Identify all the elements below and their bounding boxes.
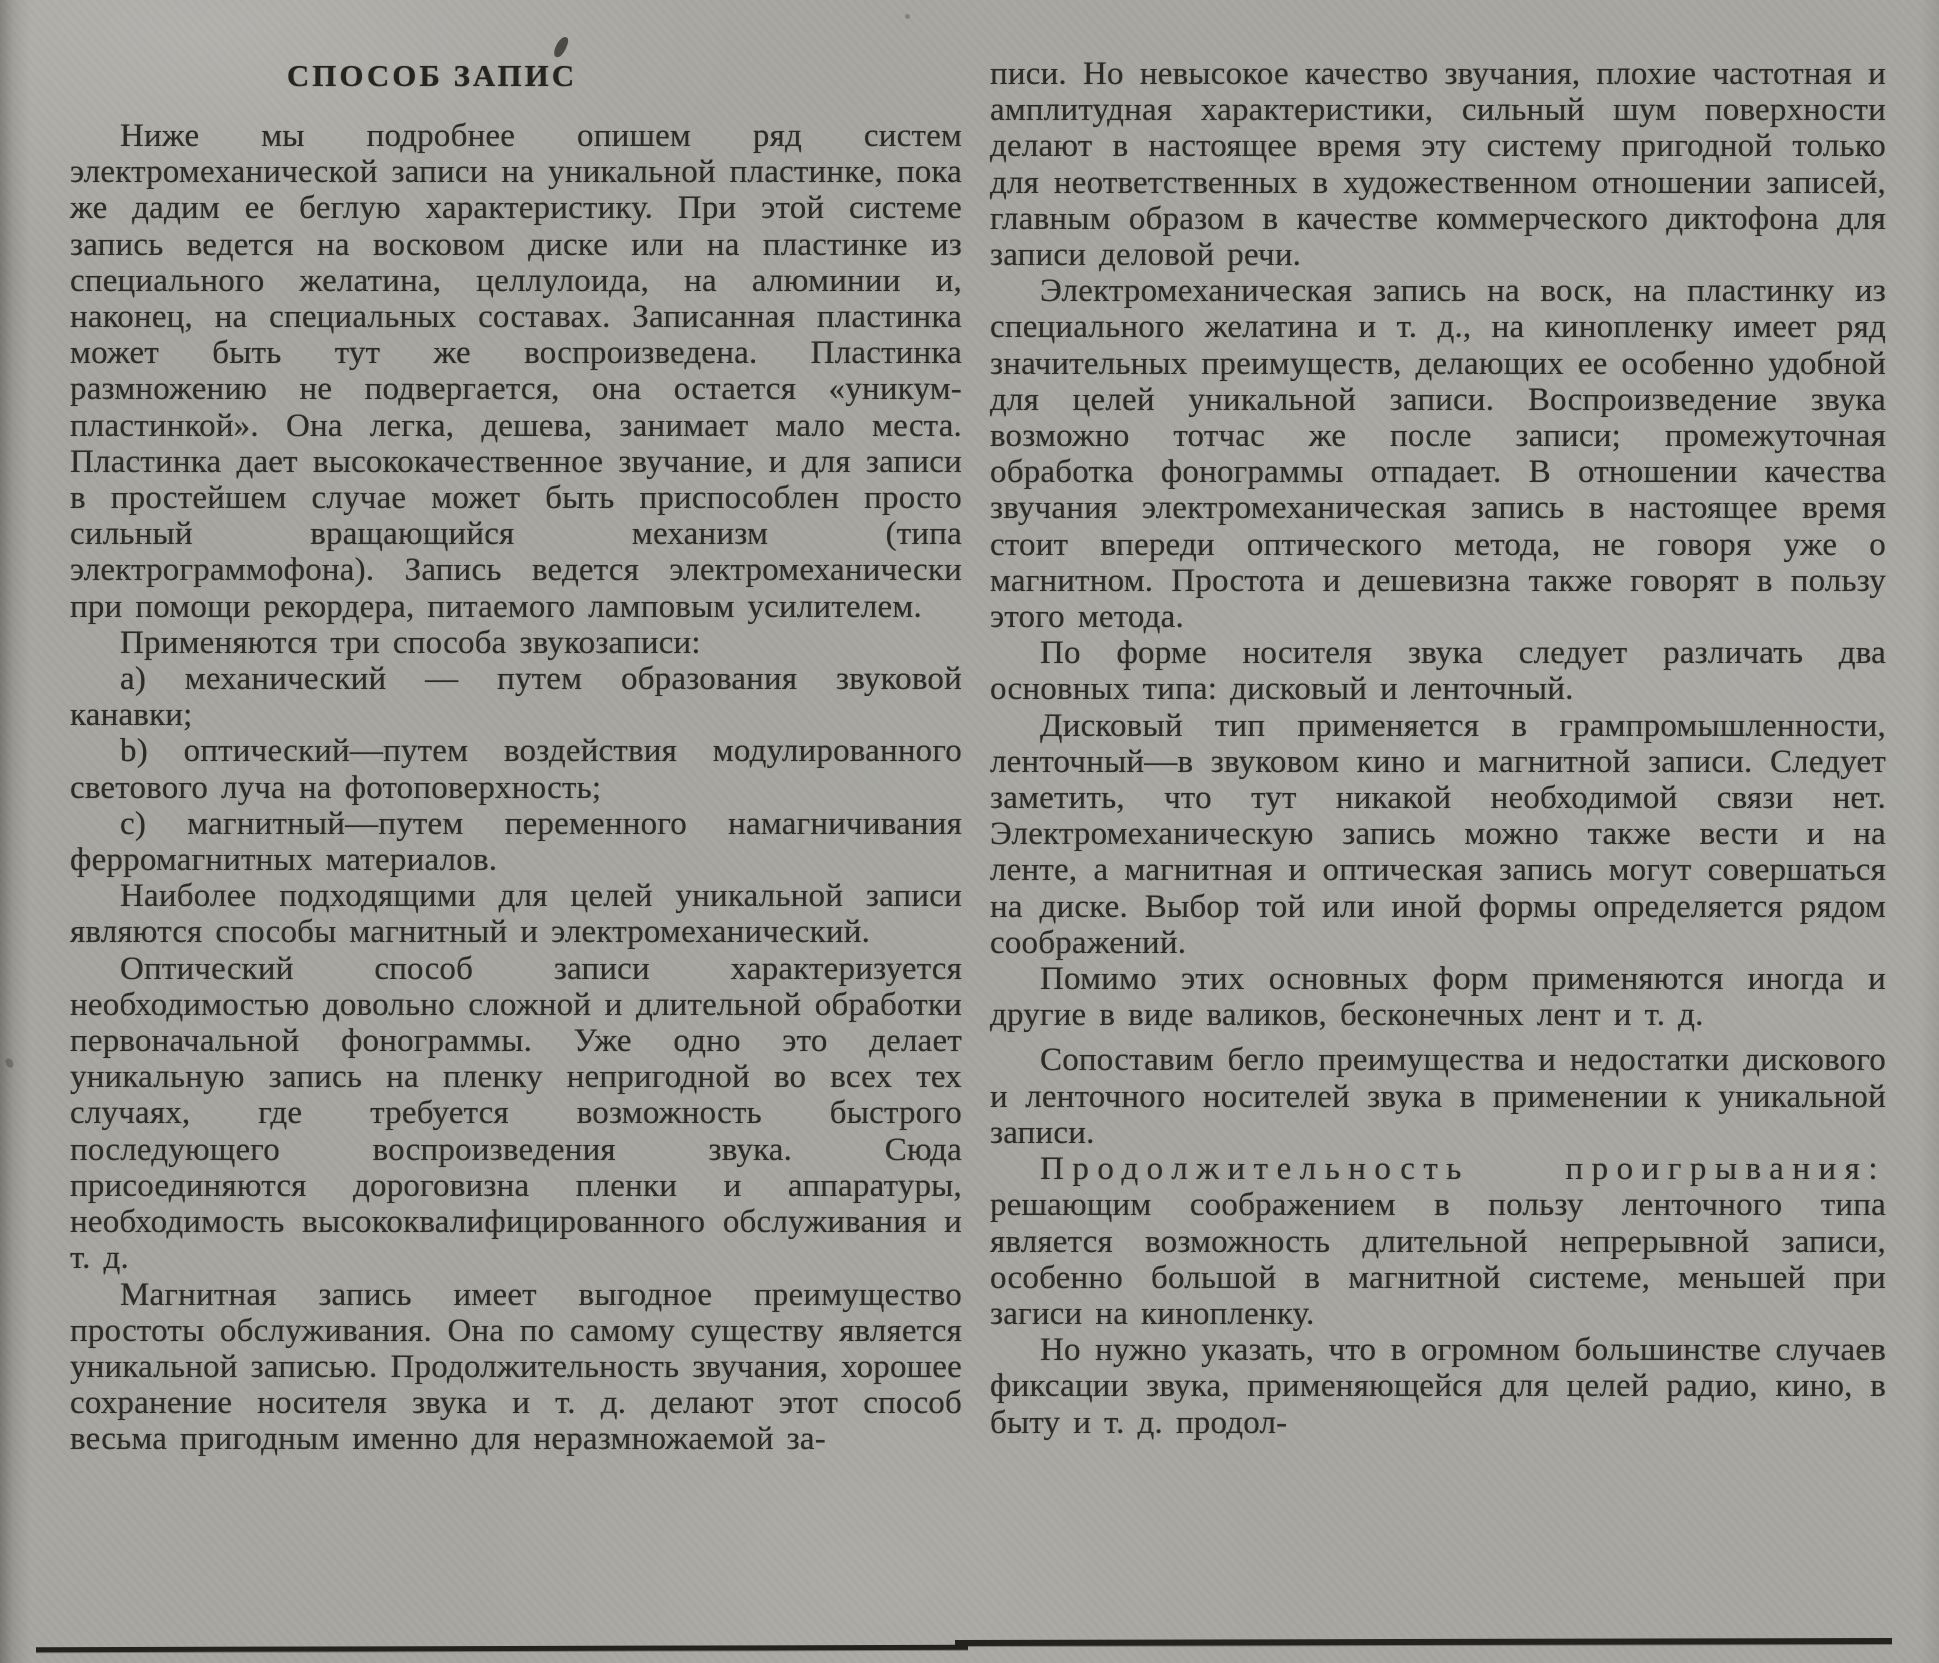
paragraph — [990, 1151, 1886, 1332]
article-heading: СПОСОБ ЗАПИС — [286, 58, 578, 93]
paragraph: Дисковый тип применяется в грампромышленности, ленточный—в звуковом кино и магнитной записи. Следует заметить, что тут никакой необходимой связи нет. Электромеханическую запись можно также вести и на ленте, а магнитная и оптическая запись могут совершаться на диске. Выбор той или иной формы определяется рядом соображений. — [990, 707, 1886, 961]
right-column-text — [990, 56, 1886, 1441]
paragraph: Электромеханическая запись на воск, на пластинку из специального желатина и т. д., на кинопленку имеет ряд значительных преимуществ, делающих ее особенно удобной для целей уникальной записи. Воспроизведение звука возможно тотчас же после записи; промежуточная обработка фонограммы отпадает. В отношении качества звучания электромеханическая запись в настоящее время стоит впереди оптического метода, не говоря уже о магнитном. Простота и дешевизна также говорят в пользу этого метода. — [990, 273, 1886, 636]
ink-speck — [905, 14, 910, 19]
bottom-rule-left — [36, 1645, 968, 1652]
paragraph: b) оптический—путем воздействия модулированного светового луча на фотоповерхность; — [70, 733, 962, 806]
bottom-rule-right — [955, 1638, 1892, 1646]
paragraph: Помимо этих основных форм применяются иногда и другие в виде валиков, бесконечных лент и т. д. — [990, 961, 1886, 1034]
paragraph: писи. Но невысокое качество звучания, плохие частотная и амплитудная характеристики, сильный шум поверхности делают в настоящее время эту систему пригодной только для неответственных в художественном отношении записей, главным образом в качестве коммерческого диктофона для записи деловой речи. — [990, 56, 1886, 274]
paragraph: а) механический — путем образования звуковой канавки; — [70, 661, 962, 734]
paragraph: Применяются три способа звукозаписи: — [120, 624, 701, 661]
paragraph-text: решающим соображением в пользу ленточного типа является возможность длительной непрерывной записи, особенно большой в магнитной системе, меньшей при загиси на кинопленку. — [990, 1187, 1886, 1332]
left-column-text — [70, 118, 962, 1458]
ink-speck — [4, 1057, 15, 1069]
paragraph: Наиболее подходящими для целей уникальной записи являются способы магнитный и электромеханический. — [70, 878, 962, 951]
emphasized-term: Продолжительность проигрывания: — [1040, 1151, 1886, 1188]
paragraph: Оптический способ записи характеризуется необходимостью довольно сложной и длительной обработки первоначальной фонограммы. Уже одно это делает уникальную запись на пленку непригодной во всех тех случаях, где требуется возможность быстрого последующего воспроизведения звука. Сюда присоединяются дороговизна пленки и аппаратуры, необходимость высококвалифицированного обслуживания и т. д. — [70, 950, 962, 1277]
paragraph: По форме носителя звука следует различать два основных типа: дисковый и ленточный. — [990, 635, 1886, 708]
left-column — [70, 46, 962, 1458]
paragraph: Магнитная запись имеет выгодное преимущество простоты обслуживания. Она по самому существу является уникальной записью. Продолжительность звучания, хорошее сохранение носителя звука и т. д. делают этот способ весьма пригодным именно для неразмножаемой за- — [70, 1276, 962, 1458]
paragraph: с) магнитный—путем переменного намагничивания ферромагнитных материалов. — [70, 805, 962, 879]
paragraph: Сопоставим бегло преимущества и недостатки дискового и ленточного носителей звука в применении к уникальной записи. — [990, 1042, 1886, 1151]
right-column — [990, 56, 1886, 1441]
paragraph: Но нужно указать, что в огромном большинстве случаев фиксации звука, применяющейся для целей радио, кино, в быту и т. д. продол- — [990, 1332, 1886, 1441]
paragraph: Ниже мы подробнее опишем ряд систем электромеханической записи на уникальной пластинке, пока же дадим ее беглую характеристику. При этой системе запись ведется на восковом диске или на пластинке из специального желатина, целлулоида, на алюминии и, наконец, на специальных составах. Записанная пластинка может быть тут же воспроизведена. Пластинка размножению не подвергается, она остается «уникум-пластинкой». Она легка, дешева, занимает мало места. Пластинка дает высококачественное звучание, и для записи в простейшем случае может быть приспособлен просто сильный вращающийся механизм (типа электрограммофона). Запись ведется электромеханически при помощи рекордера, питаемого ламповым усилителем. — [70, 118, 962, 625]
